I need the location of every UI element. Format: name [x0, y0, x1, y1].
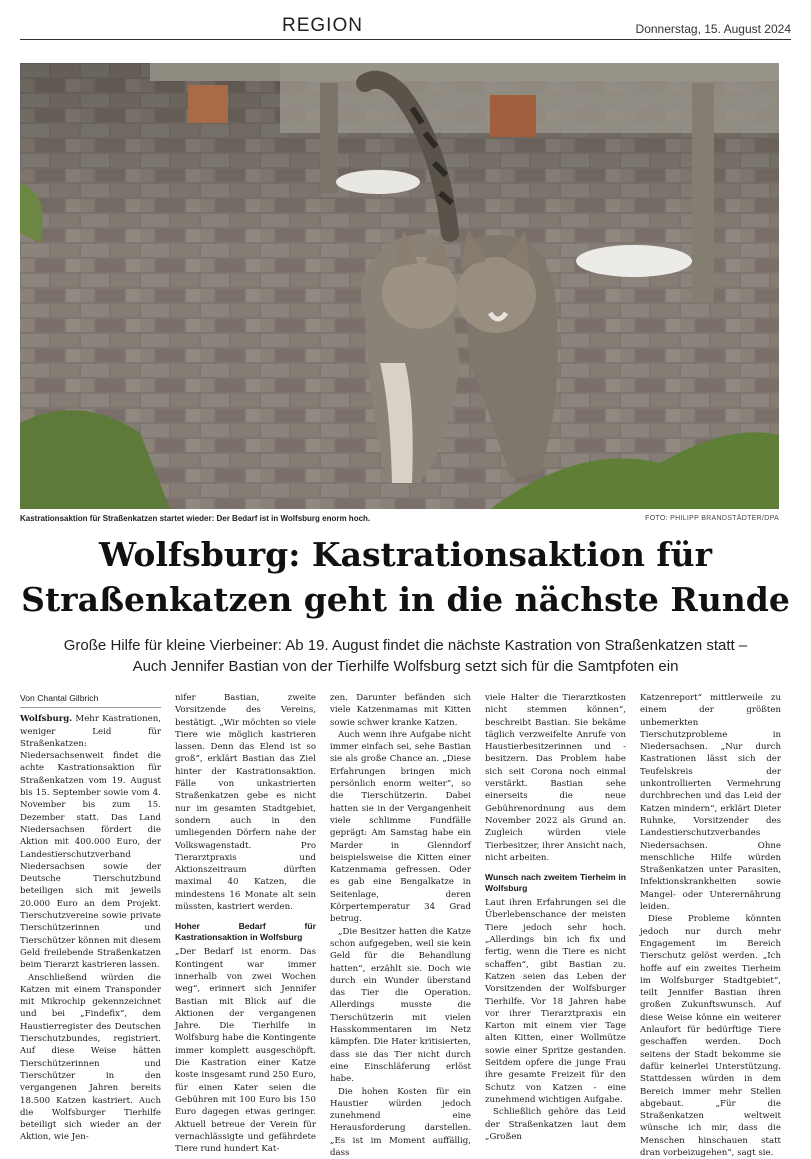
- photo-credit: FOTO: PHILIPP BRANDSTÄDTER/DPA: [645, 515, 779, 522]
- headline-line-1: Wolfsburg: Kastrationsaktion für: [20, 532, 791, 577]
- body-text: Mehr Kastrationen, weniger Leid für Straßenkatzen: Niedersachsenweit findet die achte Kastrationsaktion für Straßenkatzen vom 19. August bis 15. September sowie vom 4. November bis zum 15. Dezember statt. Das Land Niedersachsen fördert die Aktion mit 400.000 Euro, der Landestierschutzverband Niedersachsen sowie der Deutsche Tierschutzbund beteiligen sich mit jeweils 20.000 Euro an dem Projekt. Tierschutzvereine sowie private Tierschützerinnen und Tierschützer können mit diesem Geld freilebende Straßenkatzen beim Tierarzt kastrieren lassen.: [20, 714, 161, 970]
- article-photo: [20, 63, 779, 509]
- body-paragraph: Laut ihren Erfahrungen sei die Überlebenschance der meisten Tiere jedoch sehr hoch. „Allerdings bin ich fix und fertig, wenn die Tiere es nicht schaffen“, gibt Bastian zu. Katzen seien das Leben der Vorsitzenden der Wolfsburger Tierhilfe. Vor 18 Jahren habe vor ihrer Tierarztpraxis ein Karton mit einem vier Tage alten Kitten, einer Wollmütze sowie einer Spritze gestanden. Seitdem opfere die junge Frau ihre gesamte Freizeit für den Schutz von Katzen - eine zunehmend wichtigen Aufgabe.: [485, 897, 626, 1106]
- body-column-2: [175, 692, 316, 1018]
- issue-date: Donnerstag, 15. August 2024: [636, 22, 791, 36]
- body-paragraph: zen. Darunter befänden sich viele Katzenmamas mit Kitten sowie schwer kranke Katzen.: [330, 692, 471, 729]
- body-column-4: [485, 692, 626, 1018]
- body-column-1: [20, 692, 161, 1018]
- subheading: Wunsch nach zweitem Tierheim in Wolfsburg: [485, 872, 626, 894]
- subheading: Hoher Bedarf für Kastrationsaktion in Wolfsburg: [175, 921, 316, 943]
- cats-photo-illustration: [20, 63, 779, 509]
- article-body: [20, 692, 781, 1018]
- headline-line-2: Straßenkatzen geht in die nächste Runde: [20, 577, 791, 622]
- body-paragraph: Die hohen Kosten für ein Haustier würden jedoch zunehmend eine Herausforderung darstellen. „Es ist im Moment auffällig, dass: [330, 1086, 471, 1159]
- subhead-line-2: Auch Jennifer Bastian von der Tierhilfe Wolfsburg setzt sich für die Samtpfoten ein: [20, 656, 791, 677]
- body-paragraph: nifer Bastian, zweite Vorsitzende des Vereins, bestätigt. „Wir möchten so viele Tiere wie möglich kastrieren lassen. Denn das Elend ist so groß“, erklärt Bastian das Ziel hinter der Kastrationsaktion. Fälle von unkastrierten Straßenkatzen gebe es nicht nur im gesamten Stadtgebiet, sondern auch in den umliegenden Dörfern nahe der Volkswagenstadt. Pro Tierarztpraxis und Aktionszeitraum dürften maximal 40 Katzen, die mindestens 16 Monate alt sein müssten, kastriert werden.: [175, 692, 316, 913]
- body-paragraph: Schließlich gehöre das Leid der Straßenkatzen laut dem „Großen: [485, 1106, 626, 1143]
- page-header: [20, 14, 791, 40]
- byline: Von Chantal Gilbrich: [20, 692, 161, 708]
- body-paragraph: Auch wenn ihre Aufgabe nicht immer einfach sei, sehe Bastian sie als große Chance an. „Diese Erfahrungen bringen mich persönlich enorm weiter“, so die Tierschützerin. Dabei hatten sie in der Vergangenheit viele schlimme Fundfälle geprägt: Am Samstag habe ein Marder in Glenndorf beispielsweise die Kitten einer Katzenmama gefressen. Oder es gab eine Bengalkatze in Seitenlage, deren Körpertemperatur 34 Grad betrug.: [330, 729, 471, 926]
- body-paragraph: Katzenreport“ mittlerweile zu einem der größten unbemerkten Tierschutzprobleme in Niedersachsen. „Nur durch Kastrationen lässt sich der Teufelskreis der unkontrollierten Vermehrung durchbrechen und das Leid der Katzen mindern“, erklärt Dieter Ruhnke, Vorsitzender des Landestierschutzverbandes Niedersachsen. Ohne menschliche Hilfe würden Straßenkatzen unter Parasiten, Infektionskrankheiten sowie Mangel- oder Unterernährung leiden.: [640, 692, 781, 913]
- body-paragraph: viele Halter die Tierarztkosten nicht stemmen können“, beschreibt Bastian. Sie bekäme täglich verzweifelte Anrufe von Haustierbesitzerinnen und -besitzern. Das Problem habe sich seit Corona noch einmal verstärkt. Bastian sehe einerseits die neue Gebührenordnung aus dem November 2022 als Grund an. Zugleich würden viele Tierbesitzer, ihrer Ansicht nach, nicht arbeiten.: [485, 692, 626, 864]
- body-paragraph: „Der Bedarf ist enorm. Das Kontingent war immer innerhalb von zwei Wochen weg“, erinnert sich Jennifer Bastian mit Blick auf die Aktionen der vergangenen Jahre. Die Tierhilfe in Wolfsburg habe die Kontingente immer komplett ausgeschöpft. Die Kastration einer Katze koste insgesamt rund 250 Euro, für einen Kater seien die Gebühren mit 100 Euro bis 150 Euro dagegen etwas geringer. Aktuell betreue der Verein für vernachlässigte und gefährdete Tiere rund hundert Kat-: [175, 946, 316, 1155]
- body-column-3: [330, 692, 471, 1018]
- body-column-5: [640, 692, 781, 1018]
- body-paragraph: Diese Probleme könnten jedoch nur durch mehr Engagement im Bereich Tierschutz gelöst werden. „Ich hoffe auf ein zweites Tierheim im Wolfsburger Stadtgebiet“, teilt Jennifer Bastian ihren großen Zukunftswunsch. Auf diese Weise könne ein weiterer Anlaufort für bedürftige Tiere geschaffen werden. Doch seitens der Stadt bekomme sie dafür keinerlei Unterstützung. Stattdessen würden in dem Bereich immer mehr Stellen abgebaut. „Für die Straßenkatzen weltweit wünsche ich mir, dass die Menschen hinschauen statt dran vorbeizugehen“, sagt sie.: [640, 913, 781, 1159]
- article-headline: [20, 532, 791, 622]
- section-title: REGION: [282, 15, 363, 37]
- article-subheadline: [20, 635, 791, 677]
- subhead-line-1: Große Hilfe für kleine Vierbeiner: Ab 19. August findet die nächste Kastration von Straßenkatzen statt –: [20, 635, 791, 656]
- body-paragraph: „Die Besitzer hatten die Katze schon aufgegeben, weil sie kein Geld für die Behandlung hatten“, erzählt sie. Doch wie durch ein Wunder überstand das Tier die Operation. Allerdings musste die Tierschützerin mit vielen Hasskommentaren im Netz kämpfen. Die Hater kritisierten, dass sie das Tier nicht durch eine Einschläferung erlöst habe.: [330, 926, 471, 1086]
- photo-caption: Kastrationsaktion für Straßenkatzen startet wieder: Der Bedarf ist in Wolfsburg enorm hoch.: [20, 514, 370, 523]
- body-paragraph: [20, 713, 161, 971]
- body-paragraph: Anschließend würden die Katzen mit einem Transponder mit Mikrochip gekennzeichnet und bei „Findefix“, dem Haustierregister des Deutschen Tierschutzbundes, registriert. Auf diese Weise hätten Tierschützerinnen und Tierschützer in den vergangenen Jahren bereits 18.500 Katzen kastriert. Auch die Wolfsburger Tierhilfe beteiligt sich wieder an der Aktion, wie Jen-: [20, 972, 161, 1144]
- dateline: Wolfsburg.: [20, 714, 72, 724]
